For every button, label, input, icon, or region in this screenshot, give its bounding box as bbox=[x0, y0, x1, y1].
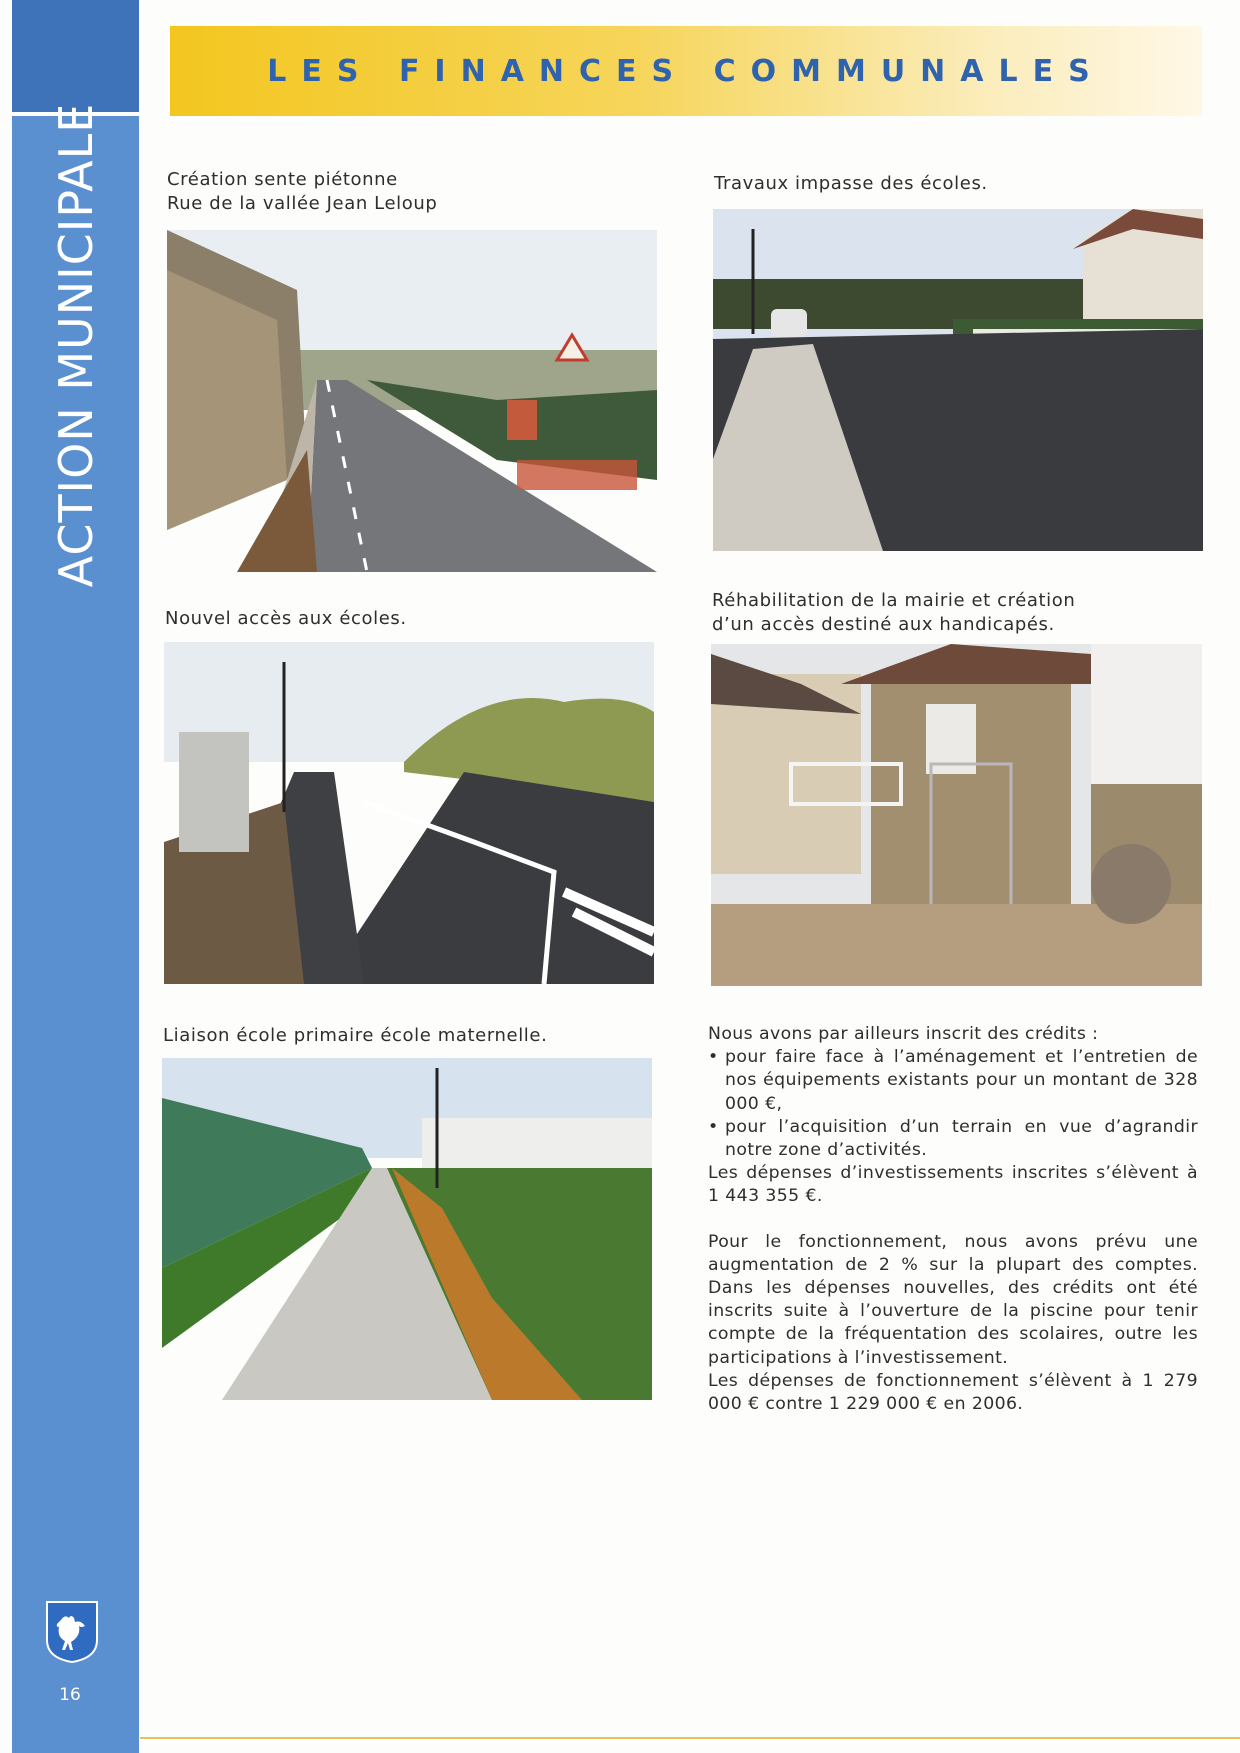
finance-text bbox=[708, 1023, 1198, 1416]
caption-line: Rue de la vallée Jean Leloup bbox=[167, 193, 438, 214]
caption-line: d’un accès destiné aux handicapés. bbox=[712, 614, 1055, 635]
investment-total: Les dépenses d’investissements inscrites s’élèvent à 1 443 355 €. bbox=[708, 1163, 1198, 1207]
photo-caption bbox=[163, 1024, 547, 1048]
photo-school-link-path bbox=[162, 1058, 652, 1400]
caption-line: Travaux impasse des écoles. bbox=[714, 173, 988, 194]
list-item bbox=[708, 1046, 1198, 1116]
rooster-crest-icon bbox=[45, 1600, 99, 1664]
operations-total: Les dépenses de fonctionnement s’élèvent à 1 279 000 € contre 1 229 000 € en 2006. bbox=[708, 1370, 1198, 1415]
list-item bbox=[708, 1116, 1198, 1162]
photo-footpath-road bbox=[167, 230, 657, 572]
page-title: LES FINANCES COMMUNALES bbox=[267, 53, 1105, 89]
photo-caption bbox=[167, 168, 437, 216]
caption-line: Création sente piétonne bbox=[167, 169, 398, 190]
operations-paragraph: Pour le fonctionnement, nous avons prévu une augmentation de 2 % sur la plupart des comptes. Dans les dépenses nouvelles, des crédits ont été inscrits suite à l’ouverture de la piscine pour tenir compte de la fréquentation des scolaires, outre les participations à l’investissement. bbox=[708, 1231, 1198, 1368]
caption-line: Nouvel accès aux écoles. bbox=[165, 608, 407, 629]
photo-school-lane bbox=[713, 209, 1203, 551]
header-banner bbox=[170, 26, 1202, 116]
caption-line: Liaison école primaire école maternelle. bbox=[163, 1025, 548, 1046]
bullet-icon: • bbox=[708, 1116, 719, 1137]
bullet-icon: • bbox=[708, 1047, 719, 1068]
photo-caption bbox=[712, 589, 1075, 637]
section-title: ACTION MUNICIPALE bbox=[49, 102, 103, 588]
photo-caption bbox=[714, 172, 988, 196]
bottom-rule bbox=[140, 1737, 1240, 1739]
intro-text: Nous avons par ailleurs inscrit des crédits : bbox=[708, 1024, 1099, 1044]
sidebar-top-block bbox=[12, 0, 139, 112]
list-item-text: pour faire face à l’aménagement et l’entretien de nos équipements existants pour un montant de 328 000 €, bbox=[725, 1047, 1198, 1114]
page-number: 16 bbox=[59, 1685, 81, 1705]
photo-town-hall bbox=[711, 644, 1202, 986]
list-item-text: pour l’acquisition d’un terrain en vue d’agrandir notre zone d’activités. bbox=[725, 1116, 1198, 1161]
photo-school-access bbox=[164, 642, 654, 984]
caption-line: Réhabilitation de la mairie et création bbox=[712, 590, 1076, 611]
photo-caption bbox=[165, 607, 407, 631]
